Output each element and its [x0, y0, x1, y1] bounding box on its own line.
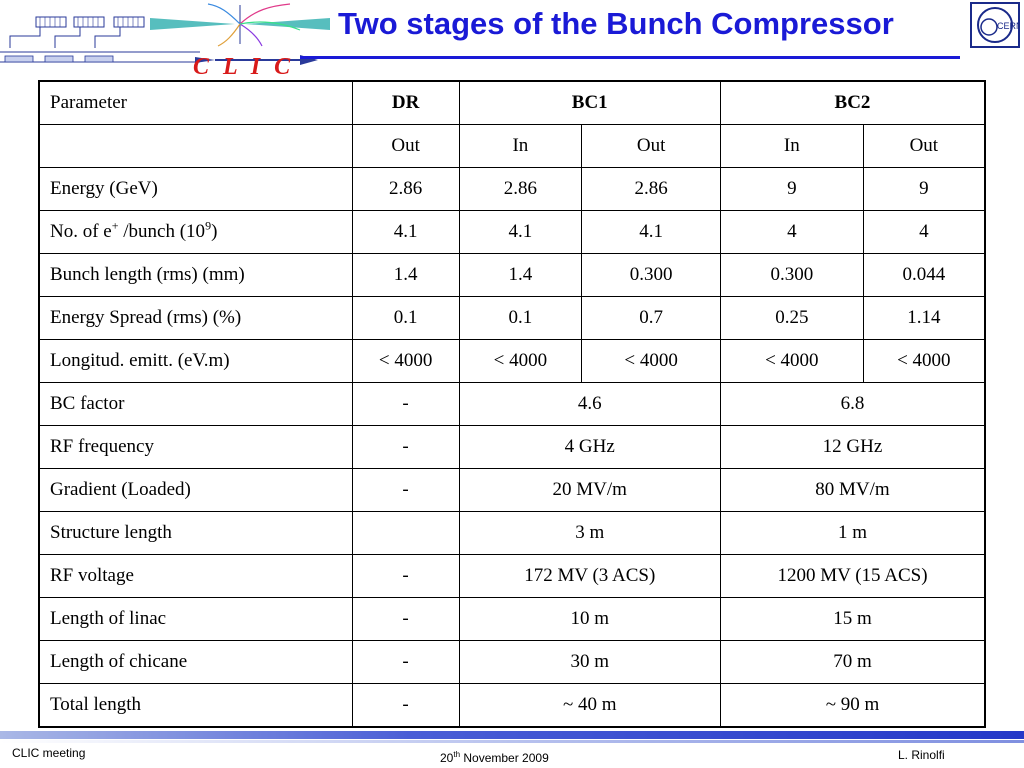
footer-date: 20th November 2009 [440, 750, 549, 765]
row-label: Longitud. emitt. (eV.m) [39, 340, 352, 383]
row-label: Length of chicane [39, 641, 352, 684]
row-label: Length of linac [39, 598, 352, 641]
table-row [39, 555, 985, 598]
footer-band-highlight [0, 740, 1024, 743]
cell-bc2: ~ 90 m [720, 684, 985, 728]
slide-title: Two stages of the Bunch Compressor [338, 6, 894, 41]
cell-bc2: 1200 MV (15 ACS) [720, 555, 985, 598]
cell-bc1-out: 0.300 [582, 254, 721, 297]
table-row [39, 426, 985, 469]
cell-bc1: ~ 40 m [459, 684, 720, 728]
cern-logo [970, 2, 1020, 48]
cell-bc2-in: 4 [720, 211, 863, 254]
table-row [39, 297, 985, 340]
cell-bc2: 70 m [720, 641, 985, 684]
row-label: Gradient (Loaded) [39, 469, 352, 512]
cell-bc2-out: 9 [863, 168, 985, 211]
cell-bc1-in: 2.86 [459, 168, 582, 211]
table-row [39, 512, 985, 555]
cell-dr-out: 1.4 [352, 254, 459, 297]
row-label: Bunch length (rms) (mm) [39, 254, 352, 297]
cell-bc1-out: 2.86 [582, 168, 721, 211]
cell-dr: - [352, 555, 459, 598]
row-label: RF voltage [39, 555, 352, 598]
cell-bc1: 3 m [459, 512, 720, 555]
cell-dr [352, 512, 459, 555]
header-bc1: BC1 [459, 81, 720, 125]
cell-bc1-out: 0.7 [582, 297, 721, 340]
cell-dr: - [352, 426, 459, 469]
table-row [39, 254, 985, 297]
cell-bc1: 4 GHz [459, 426, 720, 469]
cell-bc1-in: 0.1 [459, 297, 582, 340]
cell-bc2-out: 1.14 [863, 297, 985, 340]
table-row [39, 383, 985, 426]
subheader-blank [39, 125, 352, 168]
cell-bc2-in: 9 [720, 168, 863, 211]
svg-text:CERN: CERN [997, 21, 1020, 31]
row-label: Energy Spread (rms) (%) [39, 297, 352, 340]
cell-dr-out: < 4000 [352, 340, 459, 383]
table-row [39, 684, 985, 728]
subheader-bc1-out: Out [582, 125, 721, 168]
row-label: No. of e+ /bunch $(10^9)$ [39, 211, 352, 254]
footer-author: L. Rinolfi [898, 748, 945, 762]
row-label: Structure length [39, 512, 352, 555]
cell-bc1-out: 4.1 [582, 211, 721, 254]
cell-bc2: 1 m [720, 512, 985, 555]
cell-bc1: 30 m [459, 641, 720, 684]
row-label: BC factor [39, 383, 352, 426]
header-parameter: Parameter [39, 81, 352, 125]
cell-bc2-in: 0.25 [720, 297, 863, 340]
cell-bc1: 20 MV/m [459, 469, 720, 512]
cell-bc1-in: 4.1 [459, 211, 582, 254]
cell-bc2-in: < 4000 [720, 340, 863, 383]
cell-bc2-out: 0.044 [863, 254, 985, 297]
cell-dr: - [352, 641, 459, 684]
row-label: RF frequency [39, 426, 352, 469]
cell-dr-out: 0.1 [352, 297, 459, 340]
row-label: Total length [39, 684, 352, 728]
cell-bc2-out: < 4000 [863, 340, 985, 383]
cell-dr-out: 4.1 [352, 211, 459, 254]
cell-dr: - [352, 383, 459, 426]
bunch-compressor-parameters-table [38, 80, 986, 728]
subheader-dr-out: Out [352, 125, 459, 168]
table-row [39, 211, 985, 254]
cell-bc1-out: < 4000 [582, 340, 721, 383]
cell-bc1-in: < 4000 [459, 340, 582, 383]
header-dr: DR [352, 81, 459, 125]
cell-bc2: 80 MV/m [720, 469, 985, 512]
cell-bc2-in: 0.300 [720, 254, 863, 297]
table-row [39, 641, 985, 684]
cell-bc2: 6.8 [720, 383, 985, 426]
footer-meeting: CLIC meeting [12, 746, 86, 760]
title-underline [300, 56, 960, 59]
table-header-row [39, 81, 985, 125]
row-label: Energy (GeV) [39, 168, 352, 211]
cell-dr-out: 2.86 [352, 168, 459, 211]
cell-bc2: 15 m [720, 598, 985, 641]
table-row [39, 340, 985, 383]
cell-bc1: 172 MV (3 ACS) [459, 555, 720, 598]
cell-bc1: 10 m [459, 598, 720, 641]
table-row [39, 598, 985, 641]
subheader-bc2-in: In [720, 125, 863, 168]
cell-dr: - [352, 684, 459, 728]
table-row [39, 168, 985, 211]
cell-bc2: 12 GHz [720, 426, 985, 469]
cell-dr: - [352, 469, 459, 512]
table-row [39, 469, 985, 512]
cell-bc2-out: 4 [863, 211, 985, 254]
footer-band [0, 731, 1024, 739]
subheader-bc2-out: Out [863, 125, 985, 168]
cell-dr: - [352, 598, 459, 641]
cell-bc1: 4.6 [459, 383, 720, 426]
cell-bc1-in: 1.4 [459, 254, 582, 297]
header-bc2: BC2 [720, 81, 985, 125]
clic-logo-text: C L I C [193, 54, 295, 80]
table-subheader-row [39, 125, 985, 168]
subheader-bc1-in: In [459, 125, 582, 168]
